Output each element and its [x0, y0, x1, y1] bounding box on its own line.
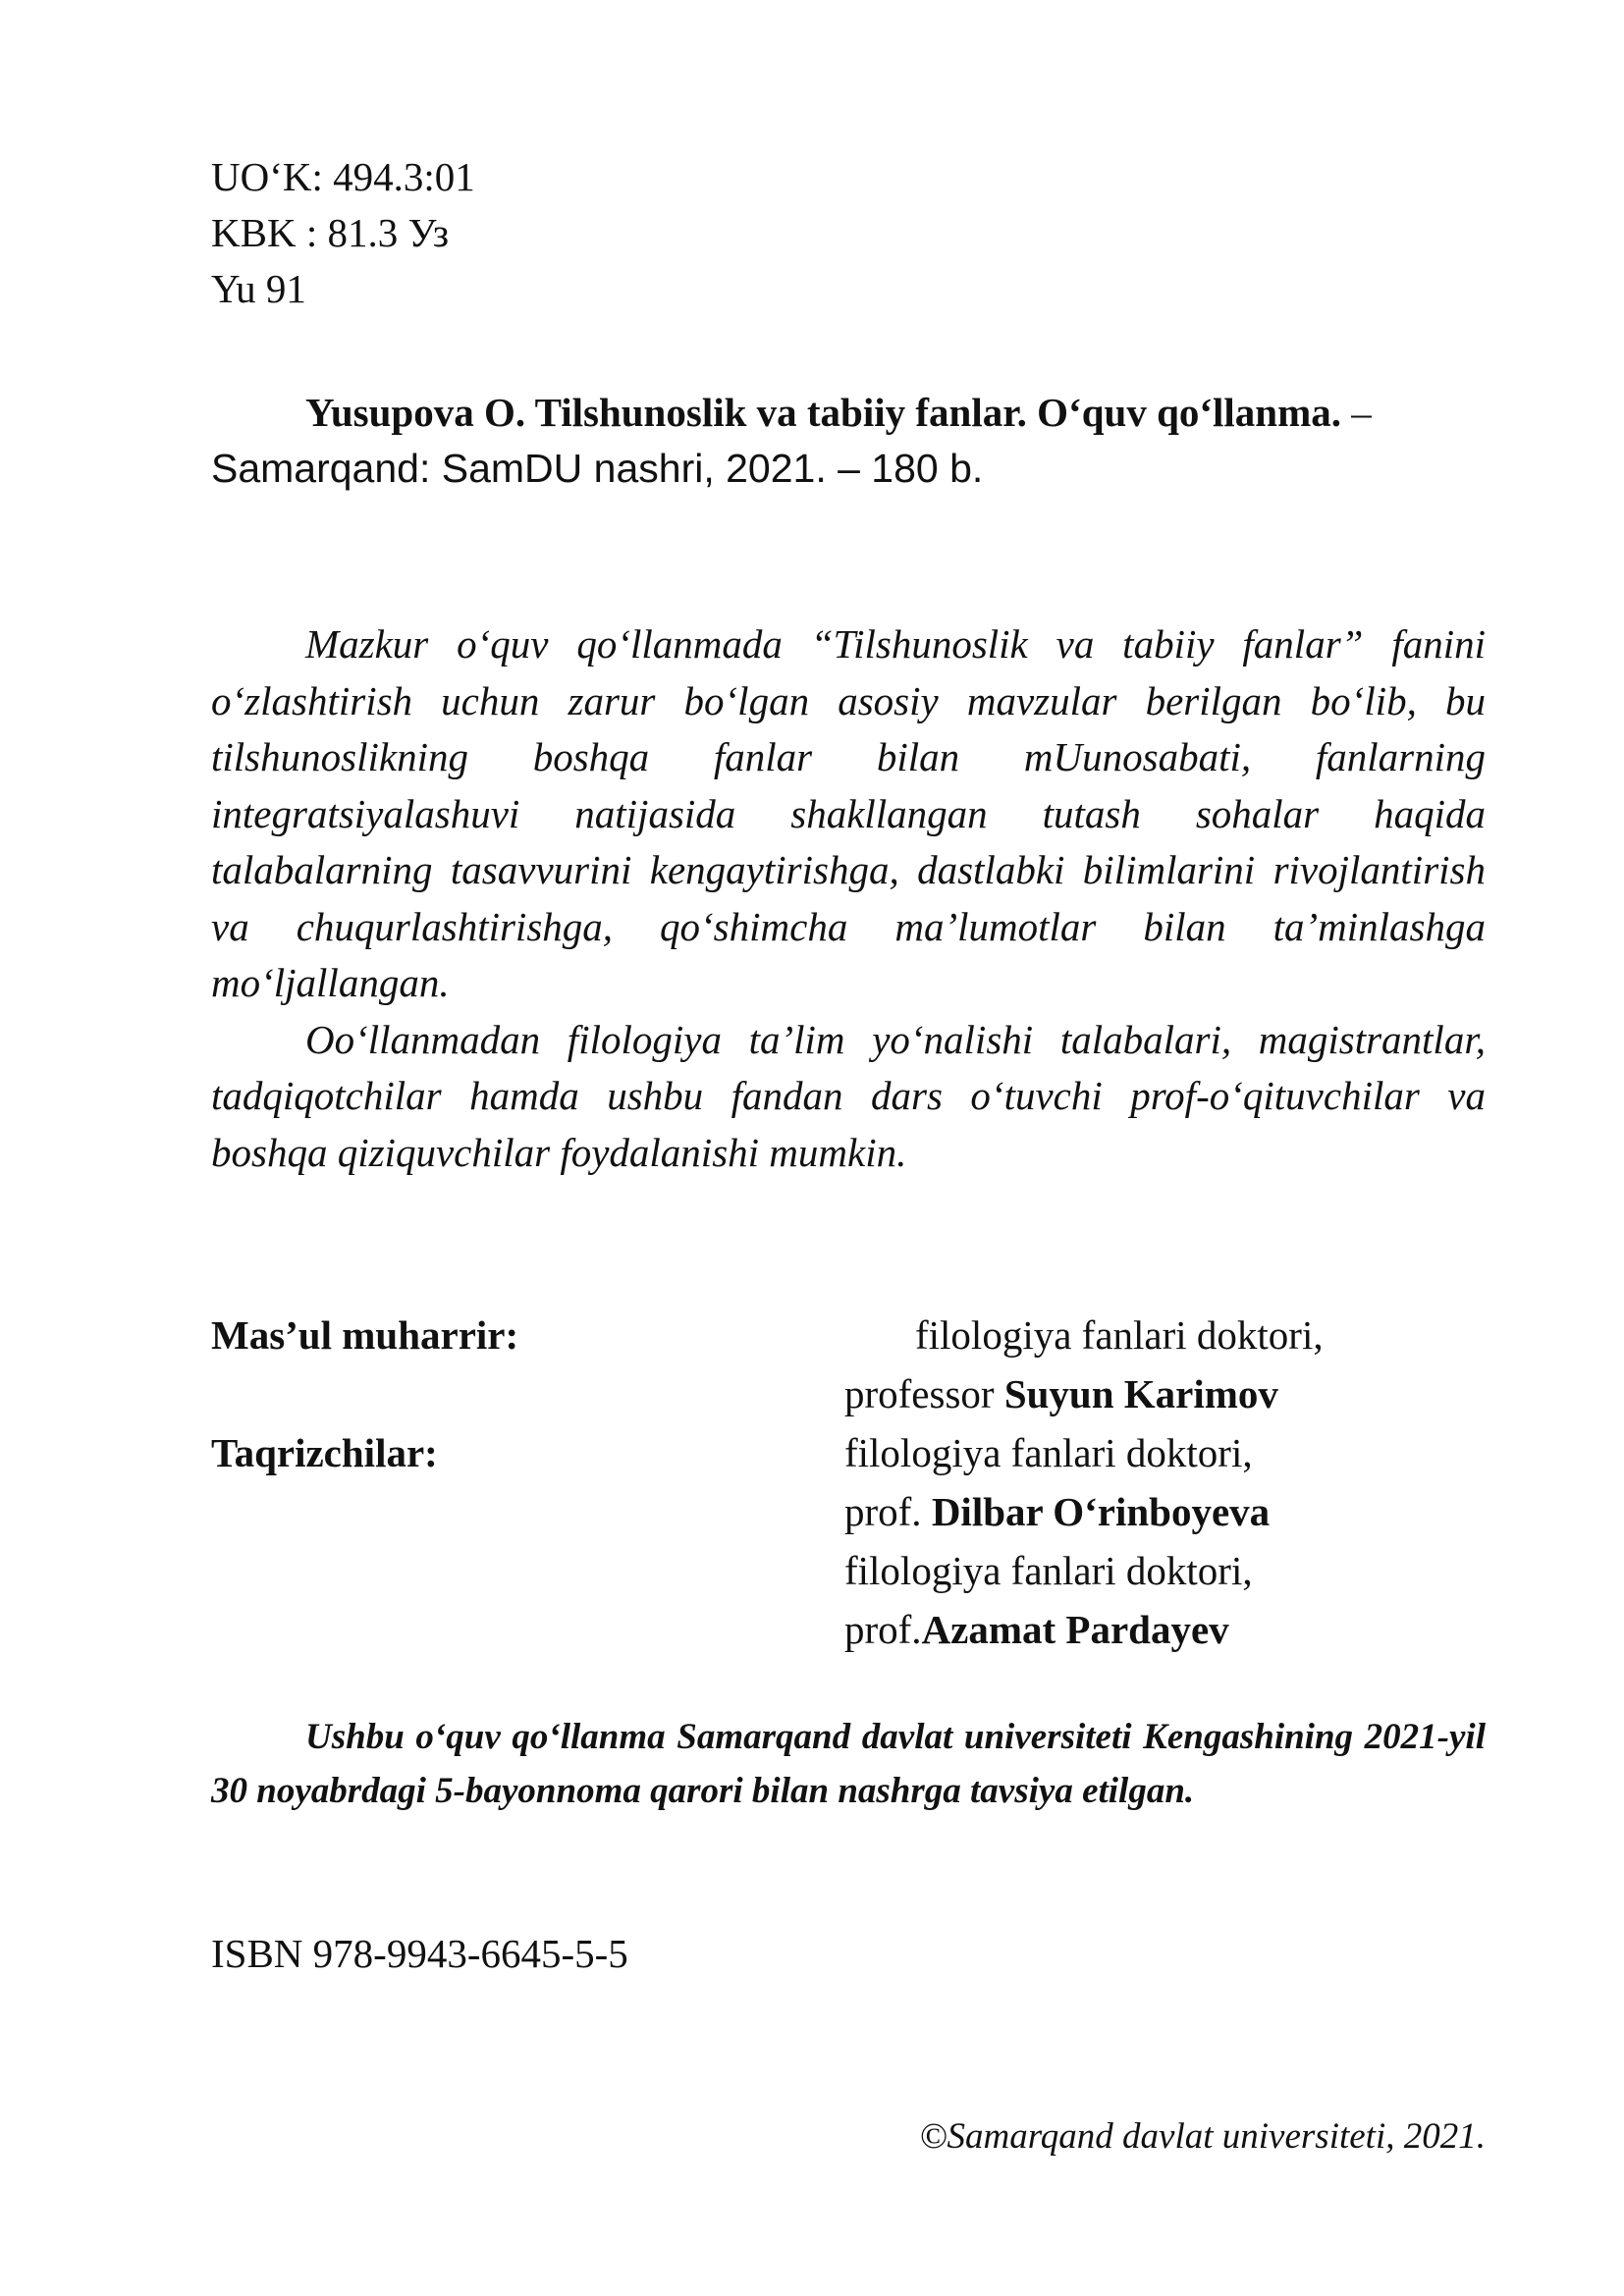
responsible-editor-label: Mas’ul muharrir:: [211, 1312, 519, 1358]
reviewer-2-name: Azamat Pardayev: [921, 1607, 1229, 1652]
reviewer-1-degree: filologiya fanlari doktori,: [844, 1430, 1253, 1475]
annotation: [211, 616, 1486, 1181]
isbn: ISBN 978-9943-6645-5-5: [211, 1931, 628, 1976]
reviewer-2-title: prof.: [844, 1607, 922, 1652]
bbk-code: KBK : 81.3 Уз: [211, 210, 450, 255]
author-mark: Yu 91: [211, 266, 306, 311]
responsible-editor-name: Suyun Karimov: [1003, 1371, 1278, 1416]
title-dash: –: [1341, 390, 1372, 435]
book-imprint: Samarqand: SamDU nashri, 2021. – 180 b.: [211, 446, 984, 491]
recommendation-text: Ushbu o‘quv qo‘llanma Samarqand davlat universiteti Kengashining 2021-yil 30 noyabrdagi 5-bayonnoma qarori bilan nashrga tavsiya etilgan.: [211, 1717, 1486, 1811]
reviewer-2-degree: filologiya fanlari doktori,: [844, 1548, 1253, 1593]
responsible-editor-title: professor: [844, 1371, 1004, 1416]
reviewer-1-title: prof.: [844, 1489, 932, 1534]
reviewers-label: Taqrizchilar:: [211, 1430, 438, 1475]
copyright-notice: ©Samarqand davlat universiteti, 2021.: [919, 2116, 1486, 2157]
reviewer-1-name: Dilbar O‘rinboyeva: [931, 1489, 1271, 1534]
annotation-paragraph-1: Mazkur o‘quv qo‘llanmada “Tilshunoslik va tabiiy fanlar” fanini o‘zlashtirish uchun zarur bo‘lgan asosiy mavzular berilgan bo‘lib, bu tilshunoslikning boshqa fanlar bilan mUunosabati, fanlarning integratsiyalashuvi natijasida shakllangan tutash sohalar haqida talabalarning tasavvurini kengaytirishga, dastlabki bilimlarini rivojlantirish va chuqurlashtirishga, qo‘shimcha ma’lumotlar bilan ta’minlashga mo‘ljallangan.: [211, 621, 1486, 1005]
publication-recommendation: [211, 1710, 1486, 1818]
annotation-paragraph-2: Oo‘llanmadan filologiya ta’lim yo‘nalishi talabalari, magistrantlar, tadqiqotchilar hamda ushbu fandan dars o‘tuvchi prof-o‘qituvchilar va boshqa qiziquvchilar foydalanishi mumkin.: [211, 1016, 1486, 1175]
classification-codes: [211, 149, 475, 317]
responsible-editor-degree: filologiya fanlari doktori,: [915, 1312, 1324, 1358]
bibliographic-record: [211, 385, 1486, 497]
editors-block: [211, 1306, 1486, 1659]
book-title: Yusupova O. Tilshunoslik va tabiiy fanlar. O‘quv qo‘llanma.: [305, 390, 1342, 435]
udk-code: UO‘K: 494.3:01: [211, 154, 475, 199]
